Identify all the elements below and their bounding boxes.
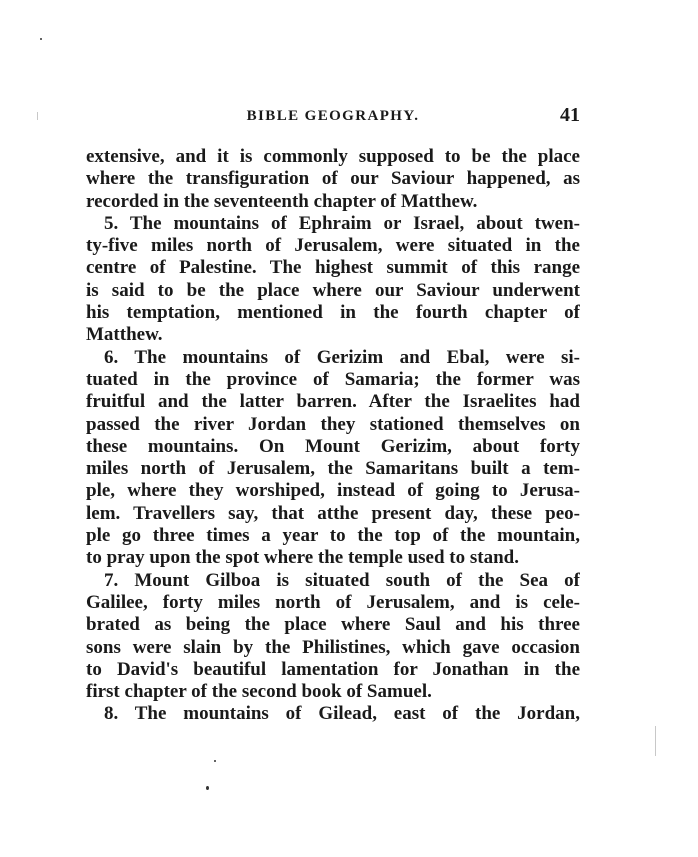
text-line: to pray upon the spot where the temple used to stand.	[86, 547, 519, 569]
text-line: first chapter of the second book of Samuel.	[86, 681, 432, 703]
text-line: ple, where they worshiped, instead of going to Jerusa-	[86, 480, 580, 502]
text-line: centre of Palestine. The highest summit of this range	[86, 257, 580, 279]
text-line: tuated in the province of Samaria; the former was	[86, 368, 580, 390]
text-line: these mountains. On Mount Gerizim, about forty	[86, 435, 580, 457]
scan-edge-mark	[37, 112, 38, 120]
text-line: 8. The mountains of Gilead, east of the Jordan,	[104, 703, 580, 725]
scan-edge-mark	[655, 726, 656, 756]
text-line: brated as being the place where Saul and his three	[86, 614, 580, 636]
text-line: his temptation, mentioned in the fourth chapter of	[86, 302, 580, 324]
text-line: miles north of Jerusalem, the Samaritans built a tem-	[86, 458, 580, 480]
body-text	[86, 146, 580, 726]
page-number: 41	[560, 104, 580, 126]
text-line: is said to be the place where our Saviour underwent	[86, 279, 580, 301]
text-line: 7. Mount Gilboa is situated south of the Sea of	[104, 569, 580, 591]
text-line: where the transfiguration of our Saviour happened, as	[86, 168, 580, 190]
text-line: ty-five miles north of Jerusalem, were situated in the	[86, 235, 580, 257]
running-title: BIBLE GEOGRAPHY.	[246, 108, 420, 124]
text-line: lem. Travellers say, that atthe present day, these peo-	[86, 502, 580, 524]
text-line: 6. The mountains of Gerizim and Ebal, were si-	[104, 346, 580, 368]
text-line: recorded in the seventeenth chapter of Matthew.	[86, 190, 478, 212]
text-line: passed the river Jordan they stationed themselves on	[86, 413, 580, 435]
text-line: Matthew.	[86, 324, 163, 346]
text-line: fruitful and the latter barren. After the Israelites had	[86, 391, 580, 413]
text-line: ple go three times a year to the top of the mountain,	[86, 525, 580, 547]
text-line: Galilee, forty miles north of Jerusalem, and is cele-	[86, 591, 580, 613]
page-header	[86, 104, 580, 128]
text-line: extensive, and it is commonly supposed to be the place	[86, 146, 580, 167]
scan-speck	[214, 760, 216, 762]
scan-speck	[206, 786, 209, 790]
text-line: sons were slain by the Philistines, which gave occasion	[86, 636, 580, 658]
scan-speck	[40, 38, 42, 40]
text-line: to David's beautiful lamentation for Jonathan in the	[86, 658, 580, 680]
text-line: 5. The mountains of Ephraim or Israel, about twen-	[104, 212, 580, 234]
